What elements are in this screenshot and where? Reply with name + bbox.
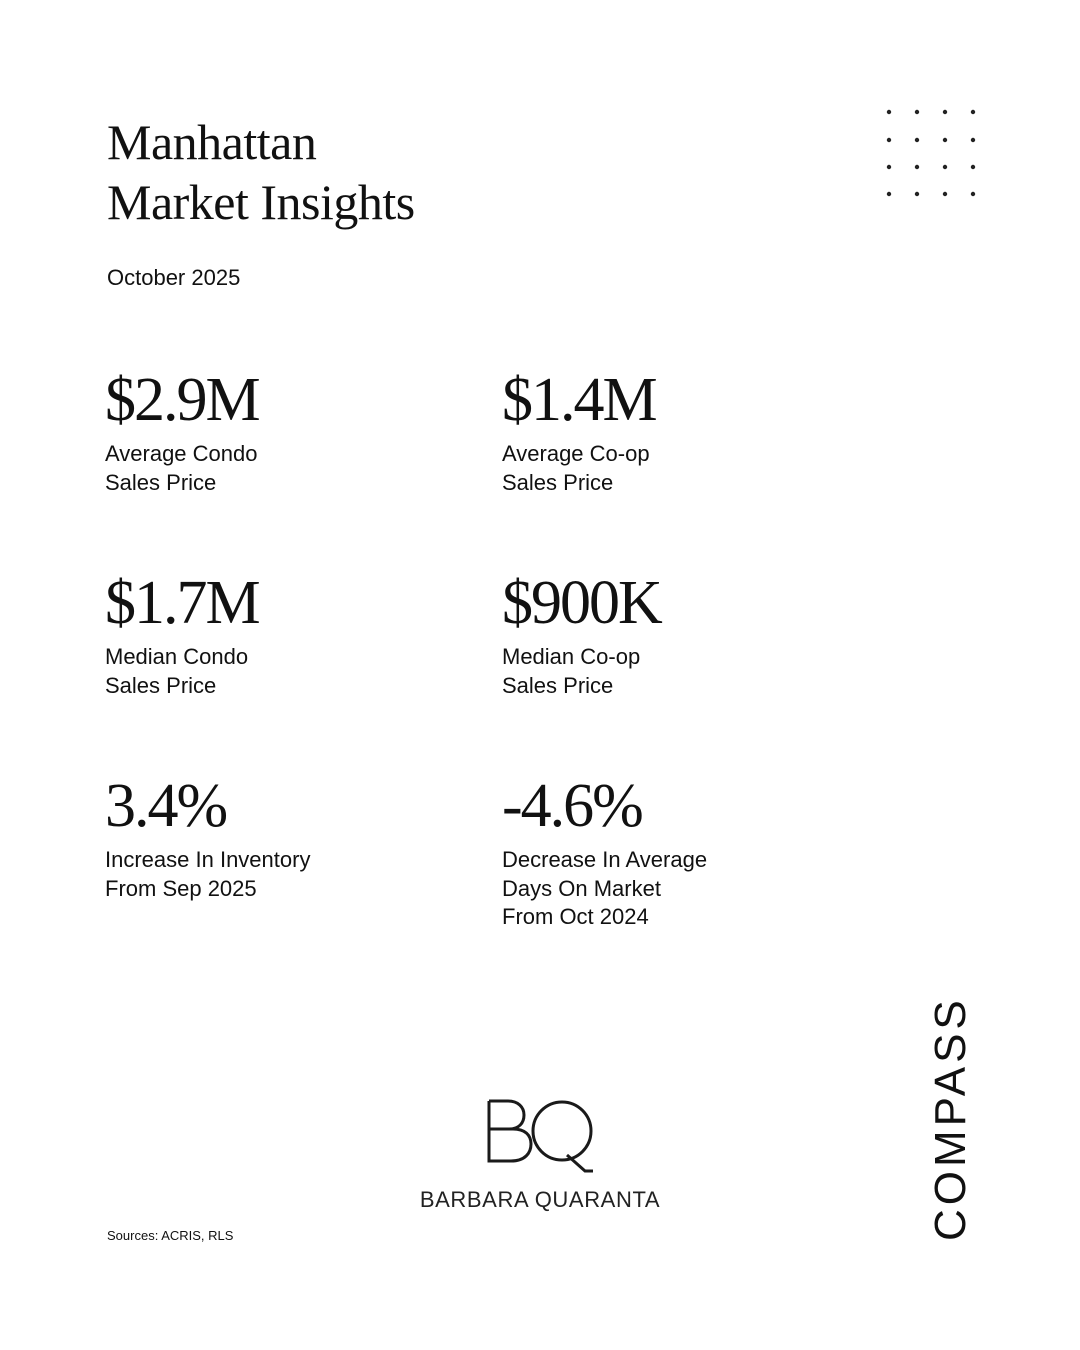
title-line-2: Market Insights [107,174,415,230]
title-line-1: Manhattan [107,114,317,170]
svg-text:COMPASS: COMPASS [926,996,975,1241]
stat-label: Median Co-op Sales Price [502,644,641,698]
agent-brand [390,1095,690,1213]
agent-name: BARBARA QUARANTA [419,1187,661,1212]
stat-value: $1.7M [105,569,259,637]
dot-grid-decoration [881,104,981,204]
stat-median-condo-price [105,571,435,700]
stat-label: Average Co-op Sales Price [502,441,650,495]
stat-value: -4.6% [502,772,642,840]
report-date: October 2025 [107,265,241,290]
stat-inventory-change [105,774,435,903]
stat-value: 3.4% [105,772,227,840]
stat-label: Decrease In Average Days On Market From Oct 2024 [502,847,708,929]
stat-value: $900K [502,569,661,637]
stat-label: Average Condo Sales Price [105,441,258,495]
sources-note: Sources: ACRIS, RLS [107,1228,234,1243]
stat-median-coop-price [502,571,832,700]
stat-average-coop-price [502,368,832,497]
page-title [107,112,415,232]
stat-value: $1.4M [502,366,656,434]
stat-label: Median Condo Sales Price [105,644,249,698]
stat-label: Increase In Inventory From Sep 2025 [105,847,311,901]
compass-logo [920,985,980,1245]
stat-days-on-market-change [502,774,832,932]
bq-monogram-logo [485,1095,595,1175]
stat-value: $2.9M [105,366,259,434]
stat-average-condo-price [105,368,435,497]
